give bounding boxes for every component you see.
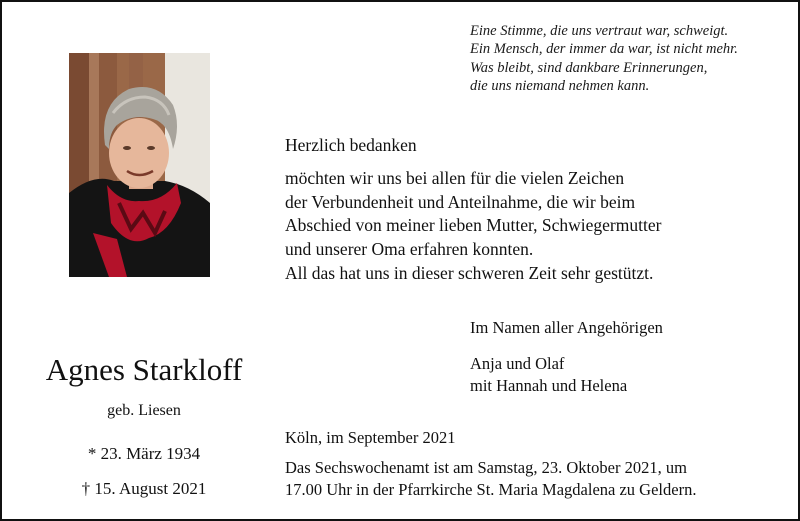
death-date: † 15. August 2021 — [81, 479, 207, 498]
memorial-poem — [470, 22, 738, 95]
service-line: Das Sechswochenamt ist am Samstag, 23. Oktober 2021, um — [285, 458, 687, 477]
place-date: Köln, im September 2021 — [285, 428, 456, 447]
thanks-line: Abschied von meiner lieben Mutter, Schwiegermutter — [285, 215, 662, 236]
poem-line: Ein Mensch, der immer da war, ist nicht mehr. — [470, 41, 738, 58]
deceased-name: Agnes Starkloff — [45, 352, 243, 387]
service-line: 17.00 Uhr in der Pfarrkirche St. Maria Magdalena zu Geldern. — [285, 480, 697, 499]
portrait-photo — [69, 53, 210, 277]
thanks-line: und unserer Oma erfahren konnten. — [285, 239, 534, 260]
thanks-line: der Verbundenheit und Anteilnahme, die wir beim — [285, 191, 636, 212]
signature-intro: Im Namen aller Angehörigen — [470, 318, 663, 337]
poem-line: die uns niemand nehmen kann. — [470, 77, 650, 94]
thanks-body — [285, 167, 661, 286]
signatory-line: mit Hannah und Helena — [470, 375, 628, 395]
maiden-name: geb. Liesen — [107, 402, 181, 419]
signatory-line: Anja und Olaf — [470, 354, 565, 373]
thanks-line: möchten wir uns bei allen für die vielen Zeichen — [285, 168, 625, 188]
poem-line: Eine Stimme, die uns vertraut war, schweigt. — [470, 23, 729, 39]
signatories — [470, 353, 627, 396]
thanks-heading: Herzlich bedanken — [285, 135, 417, 155]
poem-line: Was bleibt, sind dankbare Erinnerungen, — [470, 59, 708, 76]
thanks-line: All das hat uns in dieser schweren Zeit sehr gestützt. — [285, 262, 654, 283]
birth-date: * 23. März 1934 — [87, 444, 201, 463]
service-notice — [285, 457, 696, 501]
